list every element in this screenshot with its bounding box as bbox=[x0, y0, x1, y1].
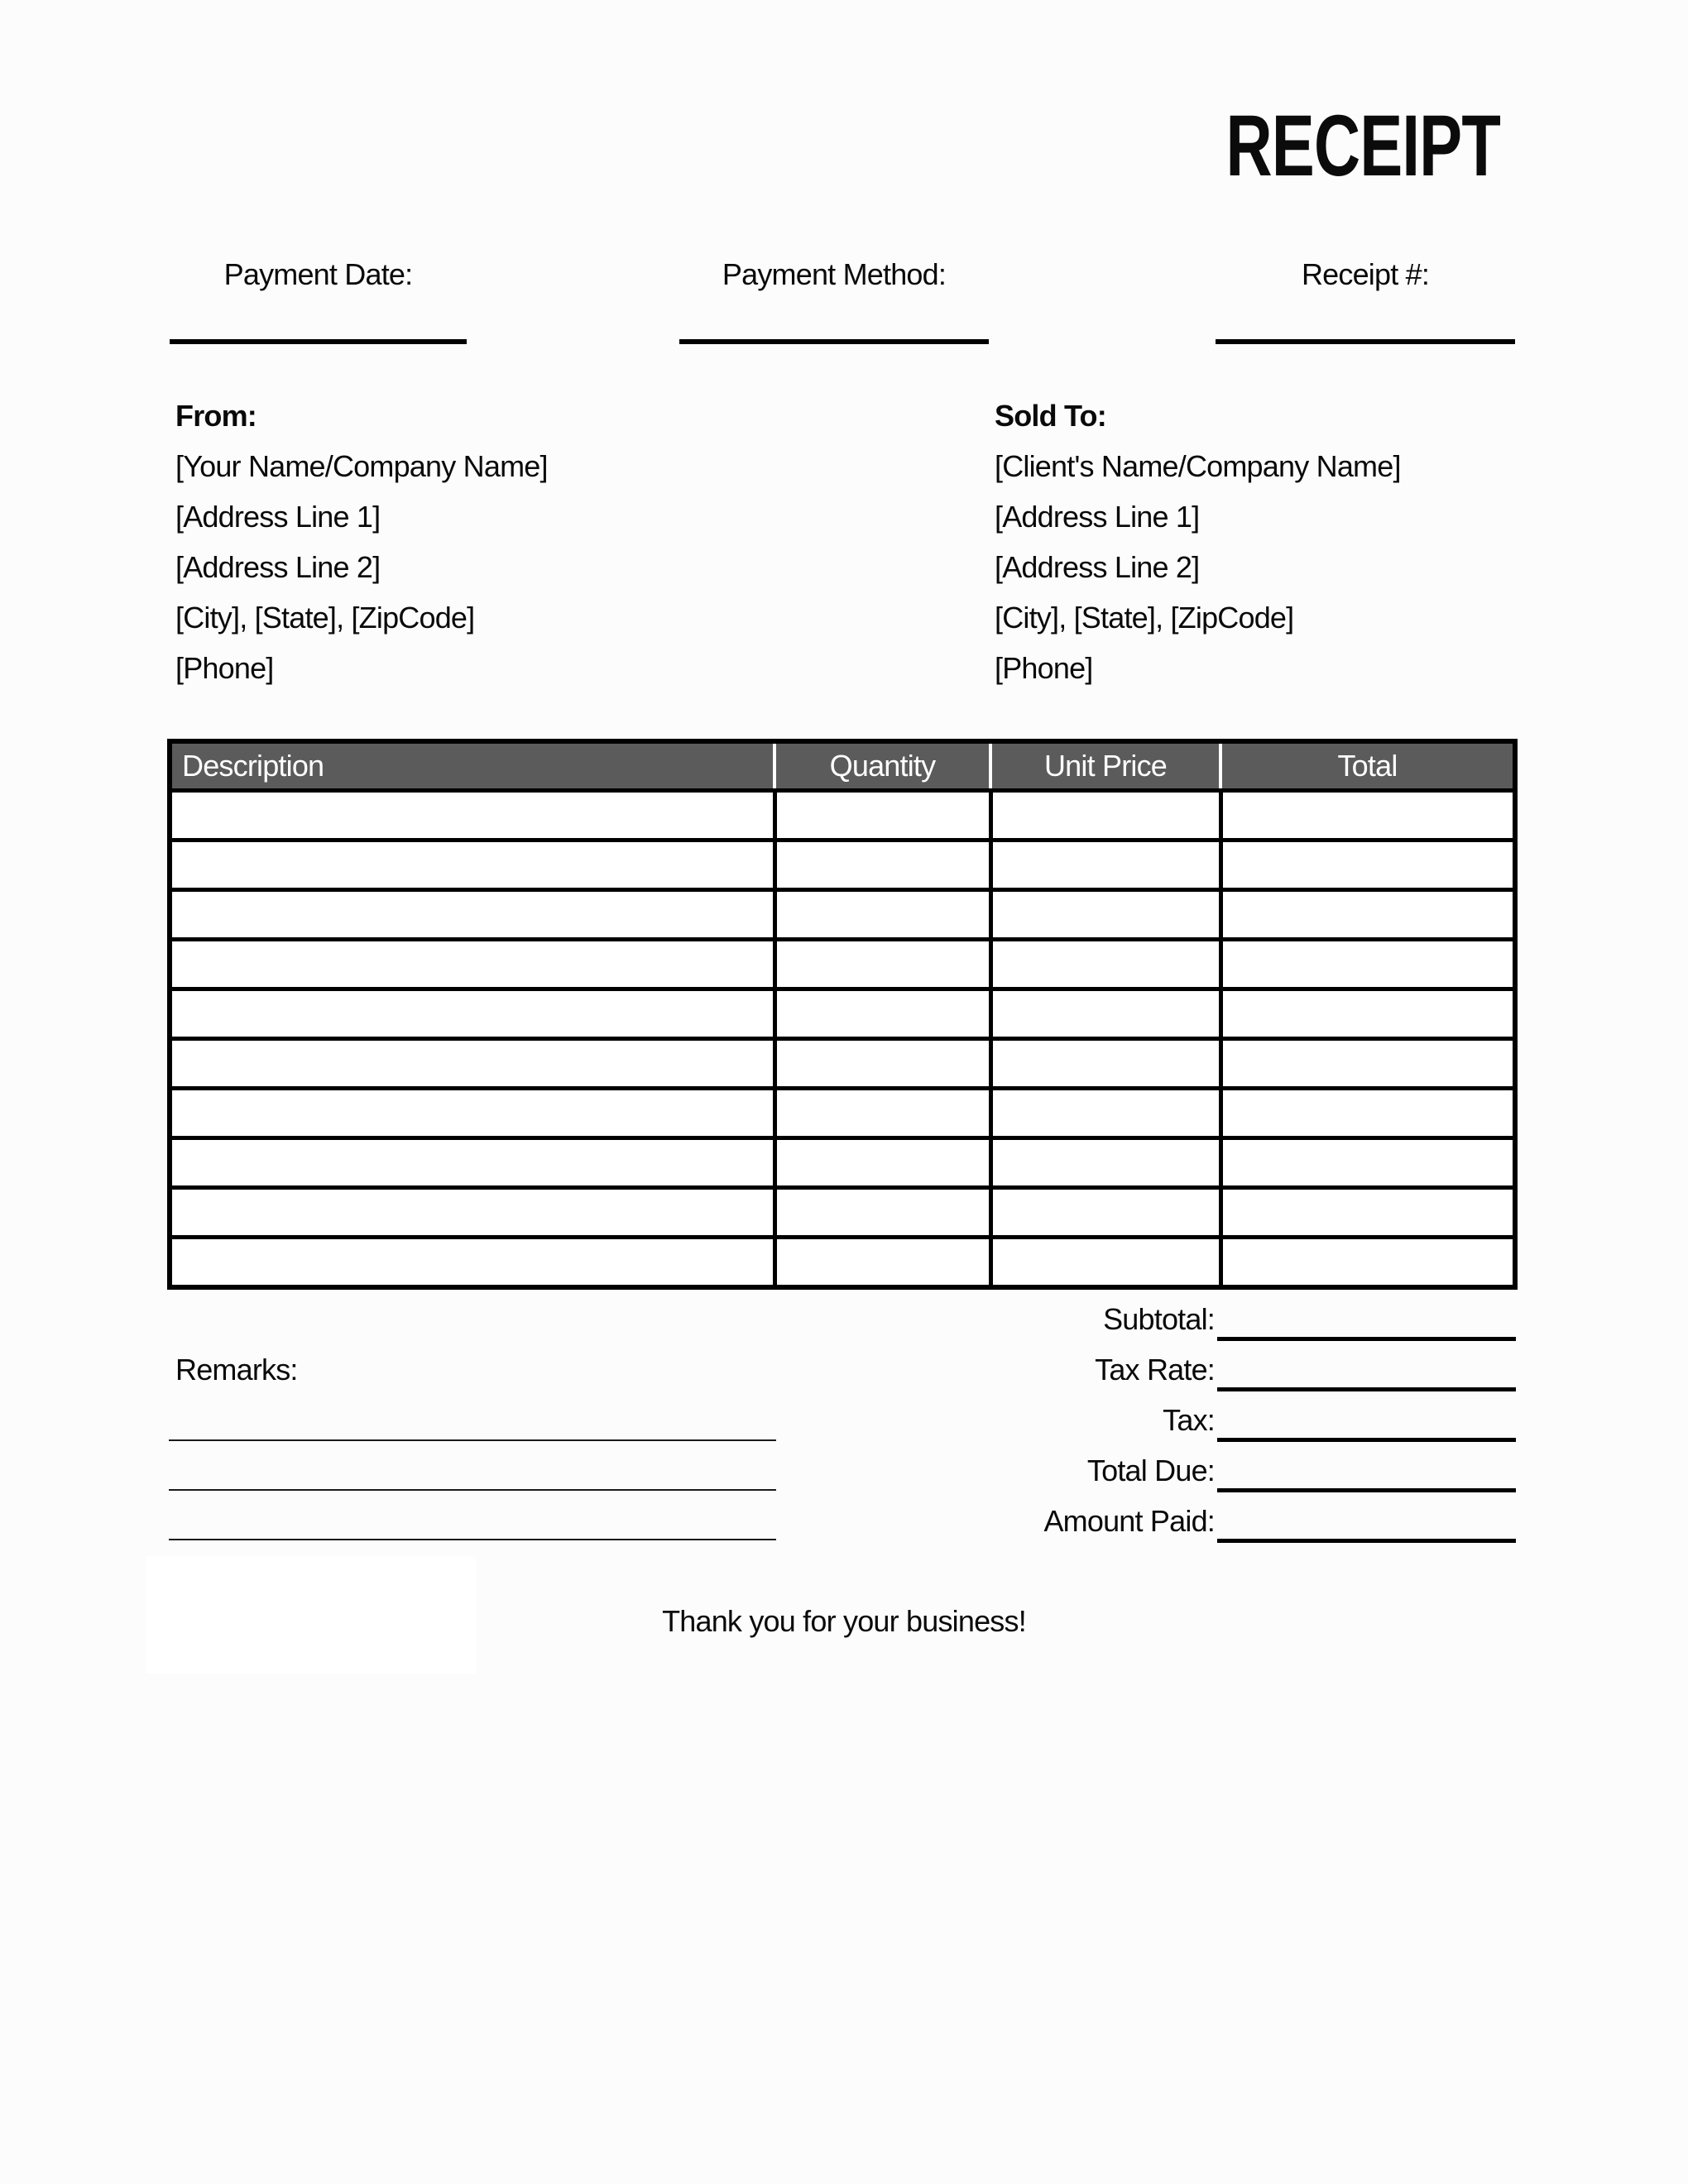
item-cell-unit-price[interactable] bbox=[989, 1190, 1219, 1235]
item-row bbox=[172, 937, 1513, 987]
item-cell-total[interactable] bbox=[1219, 1041, 1513, 1086]
item-row bbox=[172, 1086, 1513, 1136]
remarks-label: Remarks: bbox=[175, 1353, 298, 1387]
from-city-state-zip: [City], [State], [ZipCode] bbox=[175, 601, 475, 635]
column-header-total: Total bbox=[1219, 744, 1513, 788]
total-due-input-line[interactable] bbox=[1217, 1488, 1516, 1492]
item-cell-unit-price[interactable] bbox=[989, 1090, 1219, 1136]
item-cell-description[interactable] bbox=[172, 1090, 773, 1136]
item-row bbox=[172, 1185, 1513, 1235]
items-table-header bbox=[172, 744, 1513, 788]
receipt-number-field bbox=[1216, 256, 1515, 349]
tax-input-line[interactable] bbox=[1217, 1438, 1516, 1442]
item-row bbox=[172, 1037, 1513, 1086]
item-row bbox=[172, 788, 1513, 838]
item-row bbox=[172, 1235, 1513, 1285]
item-cell-total[interactable] bbox=[1219, 1190, 1513, 1235]
item-cell-total[interactable] bbox=[1219, 991, 1513, 1037]
item-cell-unit-price[interactable] bbox=[989, 842, 1219, 888]
page-title: RECEIPT bbox=[1225, 98, 1500, 194]
item-cell-quantity[interactable] bbox=[773, 1239, 989, 1285]
remarks-line-2[interactable] bbox=[169, 1489, 776, 1491]
item-cell-unit-price[interactable] bbox=[989, 1041, 1219, 1086]
subtotal-input-line[interactable] bbox=[1217, 1337, 1516, 1341]
item-cell-total[interactable] bbox=[1219, 793, 1513, 838]
sold-to-block bbox=[995, 390, 1401, 693]
thank-you-message: Thank you for your business! bbox=[662, 1604, 1026, 1638]
sold-to-address-line-1: [Address Line 1] bbox=[995, 500, 1200, 534]
item-cell-description[interactable] bbox=[172, 1041, 773, 1086]
column-header-unit-price: Unit Price bbox=[989, 744, 1219, 788]
item-row bbox=[172, 1136, 1513, 1185]
item-cell-description[interactable] bbox=[172, 941, 773, 987]
tax-rate-label: Tax Rate: bbox=[1095, 1353, 1215, 1387]
item-cell-unit-price[interactable] bbox=[989, 1140, 1219, 1185]
tax-label: Tax: bbox=[1163, 1403, 1215, 1437]
item-cell-quantity[interactable] bbox=[773, 1190, 989, 1235]
receipt-number-input-line[interactable] bbox=[1216, 339, 1515, 344]
amount-paid-input-line[interactable] bbox=[1217, 1539, 1516, 1543]
item-cell-quantity[interactable] bbox=[773, 1090, 989, 1136]
item-cell-quantity[interactable] bbox=[773, 892, 989, 937]
item-cell-description[interactable] bbox=[172, 1239, 773, 1285]
column-header-quantity: Quantity bbox=[773, 744, 989, 788]
item-cell-quantity[interactable] bbox=[773, 991, 989, 1037]
from-address-line-1: [Address Line 1] bbox=[175, 500, 381, 534]
item-cell-total[interactable] bbox=[1219, 892, 1513, 937]
sold-to-address-line-2: [Address Line 2] bbox=[995, 550, 1200, 584]
item-cell-description[interactable] bbox=[172, 991, 773, 1037]
from-heading: From: bbox=[175, 399, 257, 433]
item-cell-quantity[interactable] bbox=[773, 793, 989, 838]
item-cell-quantity[interactable] bbox=[773, 1041, 989, 1086]
item-cell-total[interactable] bbox=[1219, 1090, 1513, 1136]
item-cell-quantity[interactable] bbox=[773, 1140, 989, 1185]
subtotal-label: Subtotal: bbox=[1103, 1302, 1215, 1336]
payment-date-input-line[interactable] bbox=[170, 339, 467, 344]
remarks-line-3[interactable] bbox=[169, 1539, 776, 1540]
item-cell-unit-price[interactable] bbox=[989, 793, 1219, 838]
item-cell-description[interactable] bbox=[172, 793, 773, 838]
items-table bbox=[167, 739, 1518, 1290]
sold-to-name-line: [Client's Name/Company Name] bbox=[995, 449, 1401, 483]
sold-to-city-state-zip: [City], [State], [ZipCode] bbox=[995, 601, 1294, 635]
payment-method-input-line[interactable] bbox=[679, 339, 989, 344]
item-cell-description[interactable] bbox=[172, 1190, 773, 1235]
payment-date-label: Payment Date: bbox=[223, 257, 413, 291]
column-header-description: Description bbox=[182, 749, 324, 783]
payment-date-field bbox=[170, 256, 467, 349]
tax-rate-input-line[interactable] bbox=[1217, 1387, 1516, 1391]
item-row bbox=[172, 888, 1513, 937]
item-cell-quantity[interactable] bbox=[773, 941, 989, 987]
item-cell-description[interactable] bbox=[172, 842, 773, 888]
payment-method-label: Payment Method: bbox=[722, 257, 947, 291]
item-cell-description[interactable] bbox=[172, 1140, 773, 1185]
from-block bbox=[175, 390, 548, 693]
total-due-label: Total Due: bbox=[1086, 1454, 1215, 1487]
amount-paid-label: Amount Paid: bbox=[1043, 1504, 1215, 1538]
item-cell-quantity[interactable] bbox=[773, 842, 989, 888]
items-table-body bbox=[172, 788, 1513, 1285]
item-cell-unit-price[interactable] bbox=[989, 941, 1219, 987]
item-cell-unit-price[interactable] bbox=[989, 1239, 1219, 1285]
sold-to-heading: Sold To: bbox=[995, 399, 1106, 433]
item-cell-description[interactable] bbox=[172, 892, 773, 937]
item-row bbox=[172, 838, 1513, 888]
from-address-line-2: [Address Line 2] bbox=[175, 550, 381, 584]
item-cell-total[interactable] bbox=[1219, 1239, 1513, 1285]
item-cell-total[interactable] bbox=[1219, 941, 1513, 987]
from-phone: [Phone] bbox=[175, 651, 274, 685]
from-name-line: [Your Name/Company Name] bbox=[175, 449, 548, 483]
receipt-number-label: Receipt #: bbox=[1301, 257, 1430, 291]
remarks-line-1[interactable] bbox=[169, 1439, 776, 1441]
item-cell-unit-price[interactable] bbox=[989, 892, 1219, 937]
sold-to-phone: [Phone] bbox=[995, 651, 1093, 685]
item-cell-total[interactable] bbox=[1219, 1140, 1513, 1185]
item-cell-total[interactable] bbox=[1219, 842, 1513, 888]
item-cell-unit-price[interactable] bbox=[989, 991, 1219, 1037]
item-row bbox=[172, 987, 1513, 1037]
payment-method-field bbox=[679, 256, 989, 349]
